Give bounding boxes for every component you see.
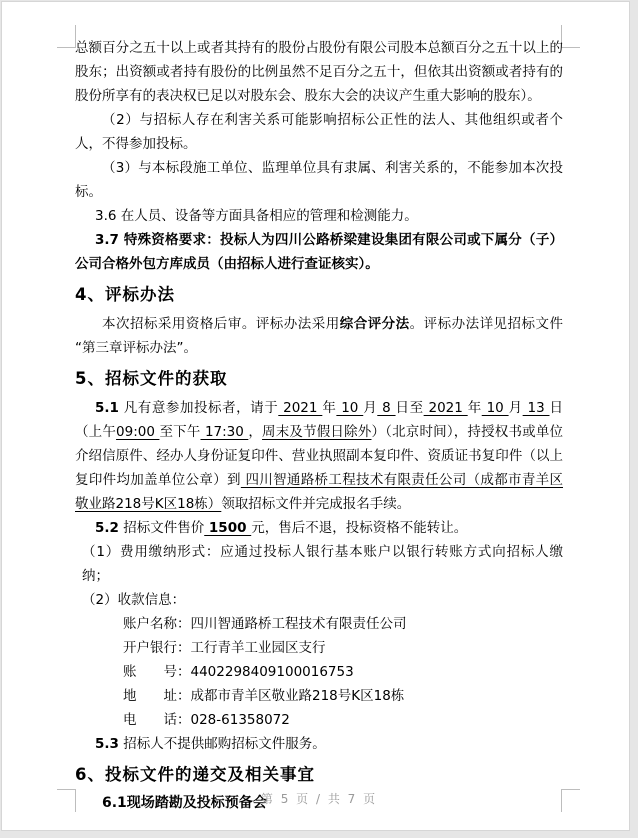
paragraph	[75, 588, 563, 612]
text-segment: 日至	[395, 400, 424, 416]
text-segment: 5.3	[95, 736, 119, 752]
text-segment: 综合评分法	[339, 316, 410, 332]
text-segment: 13	[522, 400, 550, 416]
text-segment: 账 号：4402298409100016753	[123, 664, 354, 680]
paragraph	[75, 636, 563, 660]
text-segment: （2）收款信息：	[82, 592, 186, 608]
margin-crop-mark-bottom-right	[561, 789, 580, 812]
paragraph	[75, 36, 563, 108]
text-segment: 5、招标文件的获取	[75, 369, 228, 388]
text-segment: 周末及节假日除外	[262, 424, 372, 440]
text-segment: 账户名称：四川智通路桥工程技术有限责任公司	[123, 616, 407, 632]
paragraph	[75, 684, 563, 708]
text-segment: 招标文件售价	[118, 520, 205, 536]
document-body	[75, 36, 563, 817]
text-segment: 年	[467, 400, 482, 416]
text-segment: 09:00	[116, 424, 160, 440]
text-segment: 8	[377, 400, 396, 416]
margin-crop-mark-top-right	[561, 25, 580, 48]
text-segment: 月	[363, 400, 378, 416]
paragraph	[75, 156, 563, 204]
text-segment: 3.6 在人员、设备等方面具备相应的管理和检测能力。	[95, 208, 418, 224]
text-segment: 2021	[423, 400, 468, 416]
text-segment: 日（上午	[75, 400, 563, 440]
section-heading	[75, 367, 563, 390]
paragraph	[75, 732, 563, 756]
text-segment: 月	[508, 400, 523, 416]
text-segment: 2021	[278, 400, 323, 416]
text-segment: 5.2	[95, 520, 119, 536]
text-segment: （1）费用缴纳形式：应通过投标人银行基本账户以银行转账方式向招标人缴纳；	[82, 544, 563, 584]
text-segment: 本次招标采用资格后审。评标办法采用	[102, 316, 340, 332]
margin-crop-mark-bottom-left	[57, 789, 76, 812]
paragraph	[75, 396, 563, 516]
text-segment: 年	[322, 400, 337, 416]
text-segment: （2）与招标人存在利害关系可能影响招标公正性的法人、其他组织或者个人，不得参加投标。	[75, 112, 563, 152]
text-segment: 。评标办法详见招标文件“第三章评标办法”。	[75, 316, 563, 356]
text-segment: 地 址：成都市青羊区敬业路218号K区18栋	[123, 688, 405, 704]
paragraph	[75, 708, 563, 732]
text-segment: 6、投标文件的递交及相关事宜	[75, 765, 315, 784]
section-heading	[75, 763, 563, 786]
text-segment: 招标人不提供邮购招标文件服务。	[118, 736, 326, 752]
paragraph	[75, 660, 563, 684]
text-segment: 四川智通路桥工程技术有限责任公司（成都市青羊区敬业路218号K区18栋）	[75, 472, 563, 512]
text-segment: 凡有意参加投标者，请于	[118, 400, 279, 416]
text-segment: 17:30	[200, 424, 249, 440]
text-segment: 领取招标文件并完成报名手续。	[221, 496, 411, 512]
page-number-label: 第 5 页 / 共 7 页	[260, 792, 378, 806]
text-segment: 总额百分之五十以上或者其持有的股份占股份有限公司股本总额百分之五十以上的股东；出资额或者持有股份的比例虽然不足百分之五十，但依其出资额或者持有的股份所享有的表决权已足以对股东会、股东大会的决议产生重大影响的股东）。	[75, 40, 563, 104]
text-segment: 5.1	[95, 400, 119, 416]
text-segment: 元，售后不退，投标资格不能转让。	[251, 520, 468, 536]
text-segment: 6.1现场踏勘及投标预备会	[102, 795, 267, 811]
text-segment: 至下午	[159, 424, 201, 440]
paragraph	[75, 312, 563, 360]
paragraph	[75, 108, 563, 156]
text-segment: （3）与本标段施工单位、监理单位具有隶属、利害关系的，不能参加本次投标。	[75, 160, 563, 200]
paragraph	[75, 204, 563, 228]
paragraph	[75, 516, 563, 540]
text-segment: 10	[336, 400, 364, 416]
text-segment: 10	[481, 400, 509, 416]
text-segment: 开户银行：工行青羊工业园区支行	[123, 640, 326, 656]
text-segment: 电 话：028-61358072	[123, 712, 290, 728]
paragraph	[75, 228, 563, 276]
section-heading	[75, 283, 563, 306]
text-segment: 1500	[204, 520, 252, 536]
text-segment: ）（北京时间），持授权书或单位介绍信原件、经办人身份证复印件、营业执照副本复印件、资质证书复印件（以上复印件均加盖单位公章）到	[75, 424, 564, 488]
paragraph	[75, 540, 563, 588]
page-footer	[75, 790, 563, 807]
margin-crop-mark-top-left	[57, 25, 76, 48]
text-segment: 4、评标办法	[75, 285, 175, 304]
text-segment: ，	[248, 424, 263, 440]
paragraph	[75, 612, 563, 636]
text-segment: 3.7 特殊资格要求：投标人为四川公路桥梁建设集团有限公司或下属分（子）公司合格外包方库成员（由招标人进行查证核实）。	[75, 232, 563, 272]
